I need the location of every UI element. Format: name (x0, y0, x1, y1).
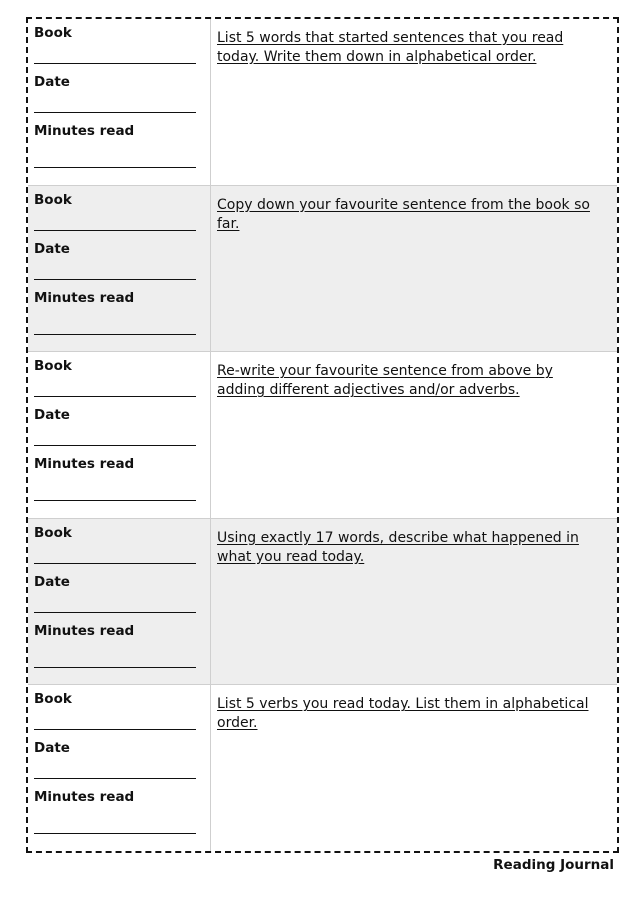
book-label: Book (34, 191, 72, 208)
date-write-line[interactable] (34, 612, 196, 613)
book-write-line[interactable] (34, 396, 196, 397)
date-label: Date (34, 240, 70, 257)
entry-meta (28, 685, 211, 851)
date-field (34, 240, 196, 280)
prompt-text: List 5 verbs you read today. List them in alphabetical order. (217, 696, 589, 732)
minutes-label: Minutes read (34, 123, 135, 139)
book-label: Book (34, 358, 72, 375)
entry-prompt-area[interactable] (211, 19, 617, 185)
minutes-field (34, 788, 196, 834)
book-label: Book (34, 691, 72, 708)
prompt-text: Using exactly 17 words, describe what happened in what you read today. (217, 529, 579, 565)
date-field (34, 406, 196, 446)
entry-prompt-area[interactable] (211, 519, 617, 685)
entry-meta (28, 519, 211, 685)
prompt-text: Copy down your favourite sentence from the book so far. (217, 196, 590, 232)
minutes-field (34, 455, 196, 501)
book-field (34, 524, 196, 564)
journal-entry (28, 19, 617, 185)
date-label: Date (34, 573, 70, 590)
book-write-line[interactable] (34, 63, 196, 64)
reading-journal-page (26, 17, 619, 853)
journal-entry (28, 185, 617, 352)
minutes-write-line[interactable] (34, 500, 196, 501)
page-footer-title: Reading Journal (493, 857, 614, 873)
prompt-text: Re-write your favourite sentence from above by adding different adjectives and/or adverbs. (217, 363, 553, 399)
date-label: Date (34, 74, 70, 90)
minutes-field (34, 122, 196, 168)
book-field (34, 690, 196, 730)
minutes-label: Minutes read (34, 622, 135, 639)
minutes-write-line[interactable] (34, 667, 196, 668)
minutes-label: Minutes read (34, 456, 135, 473)
date-write-line[interactable] (34, 112, 196, 113)
minutes-label: Minutes read (34, 289, 135, 306)
entry-prompt-area[interactable] (211, 186, 617, 352)
entry-meta (28, 19, 211, 185)
prompt-text: List 5 words that started sentences that you read today. Write them down in alphabetical order. (217, 30, 564, 65)
journal-entry (28, 351, 617, 518)
book-field (34, 357, 196, 397)
date-write-line[interactable] (34, 445, 196, 446)
date-label: Date (34, 740, 70, 757)
minutes-write-line[interactable] (34, 334, 196, 335)
book-write-line[interactable] (34, 729, 196, 730)
date-write-line[interactable] (34, 279, 196, 280)
minutes-write-line[interactable] (34, 833, 196, 834)
book-field (34, 191, 196, 231)
book-label: Book (34, 524, 72, 541)
minutes-field (34, 289, 196, 335)
journal-entry (28, 518, 617, 685)
date-field (34, 73, 196, 113)
book-write-line[interactable] (34, 230, 196, 231)
entry-prompt-area[interactable] (211, 352, 617, 518)
date-label: Date (34, 407, 70, 424)
entry-meta (28, 352, 211, 518)
entry-prompt-area[interactable] (211, 685, 617, 851)
minutes-write-line[interactable] (34, 167, 196, 168)
date-field (34, 739, 196, 779)
book-field (34, 24, 196, 64)
book-write-line[interactable] (34, 563, 196, 564)
minutes-field (34, 622, 196, 668)
entry-meta (28, 186, 211, 352)
date-field (34, 573, 196, 613)
date-write-line[interactable] (34, 778, 196, 779)
minutes-label: Minutes read (34, 789, 135, 806)
book-label: Book (34, 25, 72, 41)
journal-entry (28, 684, 617, 851)
